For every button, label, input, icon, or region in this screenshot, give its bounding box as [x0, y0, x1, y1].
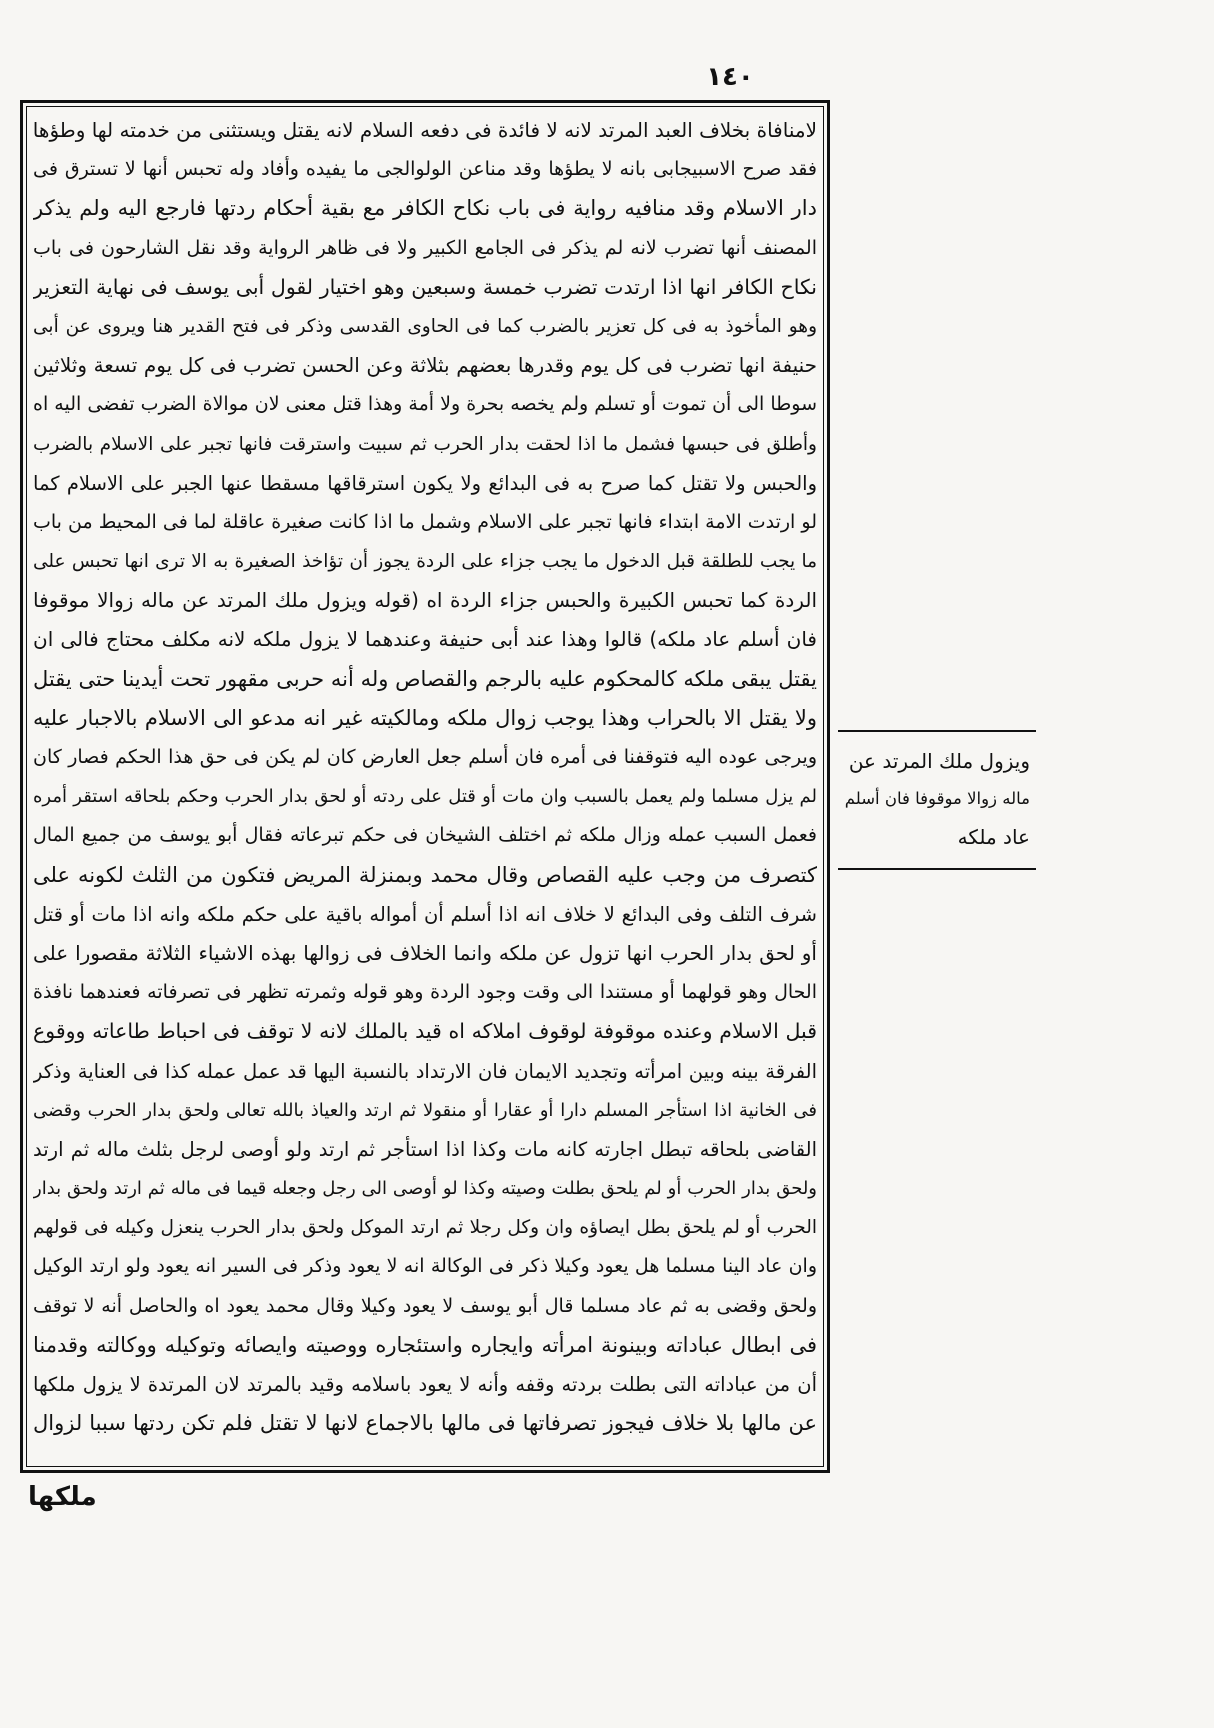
- page-number: ١٤٠: [706, 62, 754, 92]
- text-line: ويرجى عوده اليه فتوقفنا فى أمره فان أسلم جعل العارض كان لم يكن فى حق هذا الحكم فصار كان: [33, 746, 817, 768]
- text-line: وأطلق فى حبسها فشمل ما اذا لحقت بدار الحرب ثم سبيت واسترقت فانها تجبر على الاسلام بالضرب: [33, 433, 817, 455]
- margin-note: [838, 730, 1036, 870]
- text-line: ولحق بدار الحرب أو لم يلحق بطلت وصيته وكذا لو أوصى الى رجل وجعله قيما فى ماله ثم ارتد ولحق بدار: [33, 1178, 817, 1200]
- text-line: كتصرف من وجب عليه القصاص وقال محمد وبمنزلة المريض فتكون من الثلث لكونه على: [33, 862, 817, 887]
- text-line: ما يجب للطلقة قبل الدخول ما يجب جزاء على الردة يجوز أن تؤاخذ الصغيرة به الا ترى انها تحبس على: [33, 551, 817, 573]
- margin-note-line: ويزول ملك المرتد عن: [848, 749, 1030, 773]
- main-text-body: [33, 111, 817, 1462]
- text-line: وان عاد الينا مسلما هل يعود وكيلا ذكر فى الوكالة انه لا يعود وذكر فى السير انه يعود ولو ارتد الوكيل: [33, 1255, 817, 1278]
- text-line: الفرقة بينه وبين امرأته وتجديد الايمان فان الارتداد بالنسبة اليها قد عمل عمله كذا فى العناية وذكر: [33, 1059, 817, 1083]
- text-line: القاضى بلحاقه تبطل اجارته كانه مات وكذا اذا استأجر ثم ارتد ولو أوصى لرجل بثلث ماله ثم ارتد: [33, 1137, 817, 1161]
- text-line: فى الخانية اذا استأجر المسلم دارا أو عقارا أو منقولا ثم ارتد والعياذ بالله تعالى ولحق بدار الحرب وقضى: [33, 1099, 817, 1121]
- text-line: يقتل يبقى ملكه كالمحكوم عليه بالرجم والقصاص وله أنه حربى مقهور تحت أيدينا حتى يقتل: [33, 666, 817, 691]
- text-line: المصنف أنها تضرب لانه لم يذكر فى الجامع الكبير ولا فى ظاهر الرواية وقد نقل الشارحون فى باب: [33, 236, 817, 259]
- text-line: فان أسلم عاد ملكه) قالوا وهذا عند أبى حنيفة وعندهما لا يزول ملكه لانه مكلف محتاج فالى ان: [33, 627, 817, 652]
- text-line: قبل الاسلام وعنده موقوفة لوقوف املاكه اه قيد بالملك لانه لا توقف فى احباط طاعاته ووقوع: [33, 1019, 817, 1044]
- text-line: أو لحق بدار الحرب انها تزول عن ملكه وانما الخلاف فى زوالها بهذه الاشياء الثلاثة مقصورا على: [33, 940, 817, 965]
- text-line: وهو المأخوذ به فى كل تعزير بالضرب كما فى الحاوى القدسى وذكر فى فتح القدير هنا ويروى عن أبى: [33, 315, 817, 337]
- text-line: حنيفة انها تضرب فى كل يوم وقدرها بعضهم بثلاثة وعن الحسن تضرب فى كل يوم تسعة وثلاثين: [33, 353, 817, 378]
- text-line: ولا يقتل الا بالحراب وهذا يوجب زوال ملكه ومالكيته غير انه مدعو الى الاسلام بالاجبار عليه: [33, 705, 817, 730]
- catchword: ملكها: [28, 1482, 97, 1512]
- text-line: فعمل السبب عمله وزال ملكه ثم اختلف الشيخان فى حكم تبرعاته فقال أبو يوسف من جميع المال: [33, 824, 817, 847]
- text-line: عن مالها بلا خلاف فيجوز تصرفاتها فى مالها بالاجماع لانها لا تقتل فلم تكن ردتها سببا لزوال: [33, 1411, 817, 1436]
- text-line: لو ارتدت الامة ابتداء فانها تجبر على الاسلام وشمل ما اذا كانت صغيرة عاقلة لما فى المحيط من باب: [33, 510, 817, 533]
- text-line: لم يزل مسلما ولم يعمل بالسبب وان مات أو قتل على ردته أو لحق بدار الحرب وحكم بلحاقه استقر أمره: [33, 786, 817, 808]
- text-line: فى ابطال عباداته وبينونة امرأته وايجاره واستئجاره ووصيته وايصائه وتوكيله ووكالته وقدمنا: [33, 1332, 817, 1357]
- margin-note-line: ماله زوالا موقوفا فان أسلم: [844, 789, 1030, 808]
- text-line: أن من عباداته التى بطلت بردته وقفه وأنه لا يعود باسلامه وقيد بالمرتد لان المرتدة لا يزول ملكها: [33, 1373, 817, 1396]
- text-line: لامنافاة بخلاف العبد المرتد لانه لا فائدة فى دفعه السلام لانه يقتل ويستثنى من خدمته لها وطؤها: [33, 118, 817, 142]
- text-line: الحال وهو قولهما أو مستندا الى وقت وجود الردة وهو قوله وثمرته تظهر فى تصرفاته فعندهما نافذة: [33, 981, 817, 1004]
- text-line: شرف التلف وفى البدائع لا خلاف انه اذا أسلم أن أمواله باقية على حكم ملكه وانه اذا مات أو قتل: [33, 902, 817, 926]
- text-line: نكاح الكافر انها اذا ارتدت تضرب خمسة وسبعين وهو اختيار لقول أبى يوسف فى نهاية التعزير: [33, 274, 817, 299]
- text-line: ولحق وقضى به ثم عاد مسلما قال أبو يوسف لا يعود وكيلا وقال محمد يعود اه والحاصل أنه لا توقف: [33, 1294, 817, 1317]
- text-line: دار الاسلام وقد منافيه رواية فى باب نكاح الكافر مع بقية أحكام ردتها فارجع اليه ولم يذكر: [33, 196, 817, 221]
- text-line: سوطا الى أن تموت أو تسلم ولم يخصه بحرة ولا أمة وهذا قتل معنى لان موالاة الضرب تفضى اليه اه: [33, 393, 817, 416]
- main-text-frame: [20, 100, 830, 1473]
- text-line: الحرب أو لم يلحق بطل ايصاؤه وان وكل رجلا ثم ارتد الموكل ولحق بدار الحرب ينعزل وكيله فى قولهم: [33, 1217, 817, 1239]
- text-line: الردة كما تحبس الكبيرة والحبس جزاء الردة اه (قوله ويزول ملك المرتد عن ماله زوالا موقوفا: [33, 588, 817, 613]
- margin-note-line: عاد ملكه: [957, 825, 1030, 849]
- text-line: والحبس ولا تقتل كما صرح به فى البدائع ولا يكون استرقاقها مسقطا عنها الجبر على الاسلام كما: [33, 471, 817, 495]
- text-line: فقد صرح الاسبيجابى بانه لا يطؤها وقد مناعن الولوالجى ما يفيده وأفاد وله تحبس أنها لا تسترق فى: [33, 158, 817, 181]
